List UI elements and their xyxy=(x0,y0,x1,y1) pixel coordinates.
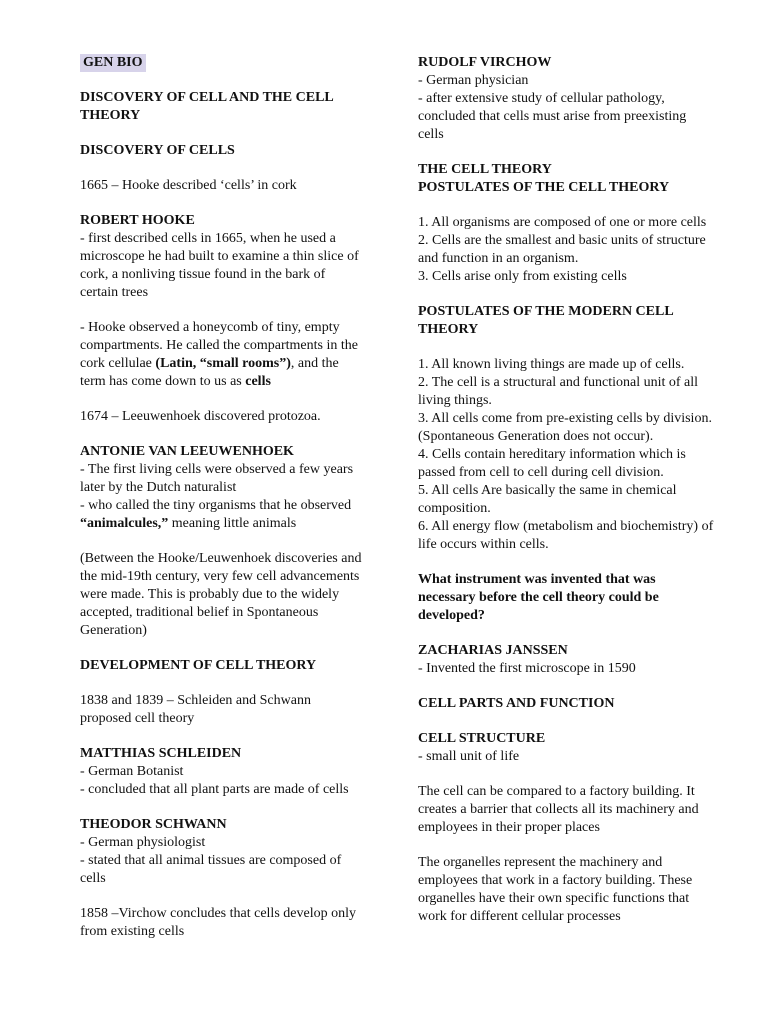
development-heading: DEVELOPMENT OF CELL THEORY xyxy=(80,658,317,673)
factory-paragraph: The cell can be compared to a factory building. It creates a barrier that collects all its machinery and employees in their proper places xyxy=(418,784,699,835)
postulate-3: 3. Cells arise only from existing cells xyxy=(418,269,627,284)
virchow-heading: RUDOLF VIRCHOW xyxy=(418,55,552,70)
hooke-date: 1665 – Hooke described ‘cells’ in cork xyxy=(80,178,297,193)
modern-postulate-5: 5. All cells Are basically the same in chemical composition. xyxy=(418,483,677,516)
virchow-line-1: - German physician xyxy=(418,73,529,88)
hooke-paragraph-2 xyxy=(80,319,362,391)
subject-tag-line xyxy=(80,54,362,72)
janssen-line-1: - Invented the first microscope in 1590 xyxy=(418,661,636,676)
modern-postulates-heading: POSTULATES OF THE MODERN CELL THEORY xyxy=(418,304,673,337)
development-date: 1838 and 1839 – Schleiden and Schwann proposed cell theory xyxy=(80,693,311,726)
modern-postulate-6: 6. All energy flow (metabolism and biochemistry) of life occurs within cells. xyxy=(418,519,714,552)
cell-structure-heading: CELL STRUCTURE xyxy=(418,731,546,746)
modern-postulate-4: 4. Cells contain hereditary information which is passed from cell to cell during cell division. xyxy=(418,447,686,480)
virchow-line-2: - after extensive study of cellular pathology, concluded that cells must arise from preexisting cells xyxy=(418,91,687,142)
schleiden-line-1: - German Botanist xyxy=(80,764,184,779)
organelles-paragraph: The organelles represent the machinery and employees that work in a factory building. These organelles have their own specific functions that work for different cellular processes xyxy=(418,855,693,924)
cell-theory-heading: THE CELL THEORY xyxy=(418,162,552,177)
modern-postulate-2: 2. The cell is a structural and functional unit of all living things. xyxy=(418,375,699,408)
cell-parts-heading: CELL PARTS AND FUNCTION xyxy=(418,696,615,711)
review-question: What instrument was invented that was necessary before the cell theory could be developed? xyxy=(418,572,659,623)
hooke-p2-text-2: , and the term has come down to us as xyxy=(80,356,339,389)
schleiden-heading: MATTHIAS SCHLEIDEN xyxy=(80,746,242,761)
hooke-p2-cells: cells xyxy=(245,374,271,389)
modern-postulate-1: 1. All known living things are made up of cells. xyxy=(418,357,685,372)
left-column xyxy=(80,54,362,941)
between-discoveries-paragraph: (Between the Hooke/Leuwenhoek discoveries and the mid-19th century, very few cell advancements were made. This is probably due to the widely accepted, traditional belief in Spontaneous Generation) xyxy=(80,551,362,638)
hooke-paragraph-1: - first described cells in 1665, when he used a microscope he had built to examine a thin slice of cork, a nonliving tissue found in the bark of certain trees xyxy=(80,231,359,300)
animalcules-meaning: meaning little animals xyxy=(168,516,297,531)
animalcules-term: “animalcules,” xyxy=(80,516,169,531)
hooke-p2-latin: (Latin, “small rooms”) xyxy=(155,356,291,371)
virchow-date: 1858 –Virchow concludes that cells develop only from existing cells xyxy=(80,906,356,939)
leeuwenhoek-line-1: - The first living cells were observed a few years later by the Dutch naturalist xyxy=(80,462,354,495)
schwann-line-1: - German physiologist xyxy=(80,835,206,850)
right-column xyxy=(418,54,714,926)
janssen-heading: ZACHARIAS JANSSEN xyxy=(418,643,568,658)
leeuwenhoek-line-2: - who called the tiny organisms that he observed xyxy=(80,498,352,513)
postulate-1: 1. All organisms are composed of one or more cells xyxy=(418,215,707,230)
postulate-2: 2. Cells are the smallest and basic units of structure and function in an organism. xyxy=(418,233,706,266)
discovery-heading: DISCOVERY OF CELLS xyxy=(80,143,235,158)
cell-structure-line-1: - small unit of life xyxy=(418,749,520,764)
document-title: DISCOVERY OF CELL AND THE CELL THEORY xyxy=(80,90,333,123)
schwann-heading: THEODOR SCHWANN xyxy=(80,817,227,832)
schwann-line-2: - stated that all animal tissues are composed of cells xyxy=(80,853,342,886)
leeuwenhoek-heading: ANTONIE VAN LEEUWENHOEK xyxy=(80,444,294,459)
hooke-p2-text: - Hooke observed a honeycomb of tiny, empty compartments. He called the compartments in the cork cellulae xyxy=(80,320,358,371)
schleiden-line-2: - concluded that all plant parts are made of cells xyxy=(80,782,349,797)
modern-postulate-3: 3. All cells come from pre-existing cells by division. (Spontaneous Generation does not occur). xyxy=(418,411,712,444)
leeuwenhoek-line-3 xyxy=(80,515,362,533)
leeuwenhoek-date: 1674 – Leeuwenhoek discovered protozoa. xyxy=(80,409,321,424)
subject-tag: GEN BIO xyxy=(80,54,146,72)
hooke-heading: ROBERT HOOKE xyxy=(80,213,195,228)
postulates-heading: POSTULATES OF THE CELL THEORY xyxy=(418,180,670,195)
